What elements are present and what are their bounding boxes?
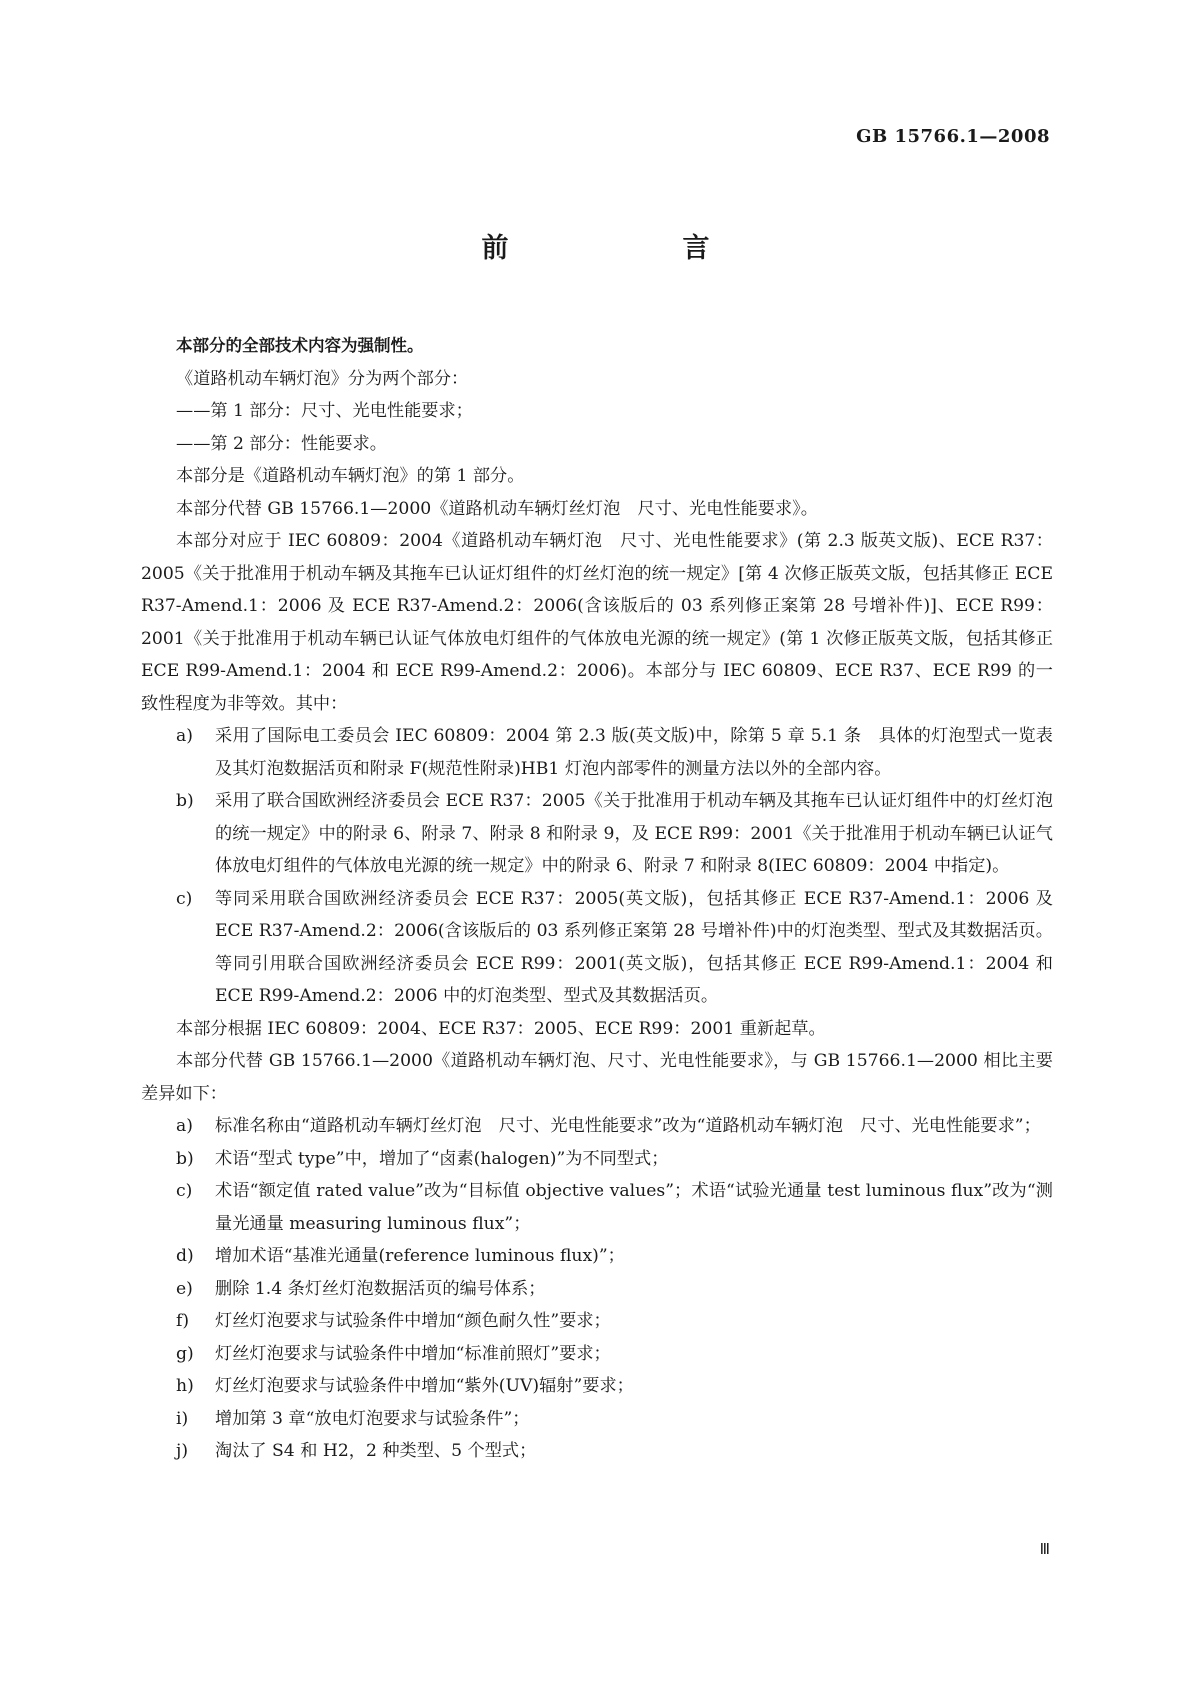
list-item [141,1305,1053,1338]
list-item-label: d) [176,1246,194,1266]
replacement-paragraph: 本部分代替 GB 15766.1—2000《道路机动车辆灯泡、尺寸、光电性能要求》，与 GB 15766.1—2000 相比主要差异如下： [141,1051,1053,1104]
intro-paragraph: 本部分是《道路机动车辆灯泡》的第 1 部分。 [176,466,525,486]
list-item-label: h) [176,1376,194,1396]
list-item-text: 增加第 3 章“放电灯泡要求与试验条件”； [215,1408,530,1429]
intro-paragraph: ——第 2 部分：性能要求。 [176,433,387,454]
standard-number: GB 15766.1—2008 [856,126,1050,147]
list-item-label: j) [176,1441,189,1461]
list-item [141,1370,1053,1403]
list-item [141,1175,1053,1240]
list-item-label: b) [176,791,194,811]
list-item [141,785,1053,883]
list-item-label: a) [176,726,193,746]
list-item [141,1273,1053,1306]
list-item-text: 灯丝灯泡要求与试验条件中增加“颜色耐久性”要求； [215,1311,611,1331]
list-item-label: e) [176,1278,193,1299]
list-item-text: 采用了国际电工委员会 IEC 60809：2004 第 2.3 版(英文版)中，除第 5 章 5.1 条 具体的灯泡型式一览表及其灯泡数据活页和附录 F(规范性附录)HB1 灯泡内部零件的测量方法以外的全部内容。 [215,726,1053,779]
list-item-text: 采用了联合国欧洲经济委员会 ECE R37：2005《关于批准用于机动车辆及其拖车已认证灯组件中的灯丝灯泡的统一规定》中的附录 6、附录 7、附录 8 和附录 9，及 ECE R99：2001《关于批准用于机动车辆已认证气体放电灯组件的气体放电光源的统一规定》中的附录 6、附录 7 和附录 8(IEC 60809：2004 中指定)。 [215,791,1053,876]
list-item-text: 删除 1.4 条灯丝灯泡数据活页的编号体系； [215,1278,546,1299]
list-item-text: 术语“型式 type”中，增加了“卤素(halogen)”为不同型式； [215,1148,669,1169]
list-item [141,1110,1053,1143]
list-item [141,1143,1053,1176]
list-item-text: 灯丝灯泡要求与试验条件中增加“紫外(UV)辐射”要求； [215,1376,634,1396]
list-item-label: c) [176,888,193,909]
page-number: Ⅲ [1039,1540,1050,1558]
list-item-text: 术语“额定值 rated value”改为“目标值 objective values”；术语“试验光通量 test luminous flux”改为“测量光通量 measuring luminous flux”； [215,1181,1053,1234]
intro-paragraph: 本部分代替 GB 15766.1—2000《道路机动车辆灯丝灯泡 尺寸、光电性能要求》。 [176,498,818,519]
list-item [141,1338,1053,1371]
list-item [141,1240,1053,1273]
drafting-paragraph: 本部分根据 IEC 60809：2004、ECE R37：2005、ECE R99：2001 重新起草。 [176,1018,826,1039]
list-item-text: 标准名称由“道路机动车辆灯丝灯泡 尺寸、光电性能要求”改为“道路机动车辆灯泡 尺寸、光电性能要求”； [215,1116,1041,1136]
page-title: 前 言 [481,233,750,264]
list-item [141,1435,1053,1468]
list-item-label: b) [176,1148,194,1169]
mandatory-statement: 本部分的全部技术内容为强制性。 [176,336,424,355]
intro-paragraph: 《道路机动车辆灯泡》分为两个部分： [176,368,469,389]
differences-list [141,1110,1053,1468]
correspondence-paragraph: 本部分对应于 IEC 60809：2004《道路机动车辆灯泡 尺寸、光电性能要求》(第 2.3 版英文版)、ECE R37：2005《关于批准用于机动车辆及其拖车已认证灯组件的灯丝灯泡的统一规定》[第 4 次修正版英文版，包括其修正 ECE R37-Amend.1：2006 及 ECE R37-Amend.2：2006(含该版后的 03 系列修正案第 28 号增补件)]、ECE R99：2001《关于批准用于机动车辆已认证气体放电灯组件的气体放电光源的统一规定》(第 1 次修正版英文版，包括其修正 ECE R99-Amend.1：2004 和 ECE R99-Amend.2：2006)。本部分与 IEC 60809、ECE R37、ECE R99 的一致性程度为非等效。其中： [141,531,1053,714]
list-item-text: 灯丝灯泡要求与试验条件中增加“标准前照灯”要求； [215,1343,611,1364]
list-item [141,1403,1053,1436]
list-item-label: i) [176,1408,189,1429]
intro-paragraph: ——第 1 部分：尺寸、光电性能要求； [176,401,473,421]
list-item-text: 淘汰了 S4 和 H2，2 种类型、5 个型式； [215,1441,537,1461]
consistency-list [141,720,1053,1013]
list-item [141,720,1053,785]
list-item-label: c) [176,1181,193,1201]
list-item-label: f) [176,1311,190,1331]
list-item-text: 增加术语“基准光通量(reference luminous flux)”； [215,1246,625,1266]
document-body [141,330,1053,1468]
list-item-text: 等同采用联合国欧洲经济委员会 ECE R37：2005(英文版)，包括其修正 ECE R37-Amend.1：2006 及 ECE R37-Amend.2：2006(含该版后的 03 系列修正案第 28 号增补件)中的灯泡类型、型式及其数据活页。等同引用联合国欧洲经济委员会 ECE R99：2001(英文版)，包括其修正 ECE R99-Amend.1：2004 和 ECE R99-Amend.2：2006 中的灯泡类型、型式及其数据活页。 [215,888,1053,1006]
list-item-label: g) [176,1343,194,1364]
list-item-label: a) [176,1116,193,1136]
list-item [141,883,1053,1013]
